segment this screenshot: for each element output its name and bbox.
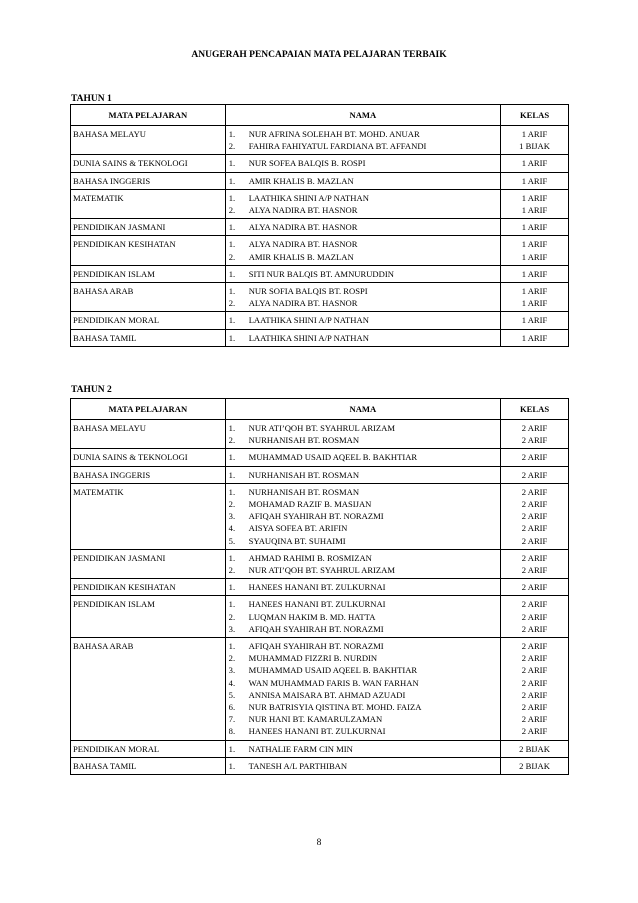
table-row xyxy=(71,757,569,774)
name-entry xyxy=(229,701,497,713)
subject-cell: BAHASA MELAYU xyxy=(71,126,226,155)
student-name: AFIQAH SYAHIRAH BT. NORAZMI xyxy=(248,641,384,652)
class-cell xyxy=(501,757,569,774)
entry-number: 2. xyxy=(228,141,236,152)
subject-cell: PENDIDIKAN JASMANI xyxy=(71,549,226,578)
student-name: NUR AFRINA SOLEHAH BT. MOHD. ANUAR xyxy=(248,129,420,139)
table-row xyxy=(71,483,569,549)
header-class: KELAS xyxy=(501,399,569,420)
award-table-tahun-1 xyxy=(70,104,569,347)
student-class: 2 ARIF xyxy=(521,623,548,634)
names-cell xyxy=(225,596,500,638)
student-class: 1 ARIF xyxy=(521,239,548,250)
class-cell xyxy=(501,483,569,549)
student-class: 2 BIJAK xyxy=(519,760,550,771)
names-cell xyxy=(225,757,500,774)
table-row xyxy=(71,740,569,757)
subject-cell: PENDIDIKAN ISLAM xyxy=(71,265,226,282)
student-class: 1 BIJAK xyxy=(519,141,550,152)
name-entry xyxy=(229,677,497,689)
document-title: ANUGERAH PENCAPAIAN MATA PELAJARAN TERBAIK xyxy=(191,50,447,60)
entry-number: 1. xyxy=(228,129,236,139)
names-cell xyxy=(225,265,500,282)
student-class: 2 ARIF xyxy=(521,469,548,480)
student-name: ALYA NADIRA BT. HASNOR xyxy=(248,239,358,250)
name-entry xyxy=(229,128,497,140)
student-class: 2 ARIF xyxy=(521,599,548,610)
student-name: NURHANISAH BT. ROSMAN xyxy=(248,486,360,497)
subject-cell: PENDIDIKAN MORAL xyxy=(71,740,226,757)
names-cell xyxy=(225,155,500,172)
student-class: 2 ARIF xyxy=(521,677,548,688)
class-cell xyxy=(501,236,569,265)
table-row xyxy=(71,449,569,466)
student-class: 2 ARIF xyxy=(521,452,548,463)
entry-number: 1. xyxy=(228,158,236,169)
name-entry xyxy=(229,204,497,216)
student-class: 1 ARIF xyxy=(521,286,548,297)
subject-cell: BAHASA TAMIL xyxy=(71,757,226,774)
subject-cell: MATEMATIK xyxy=(71,189,226,218)
student-name: ANNISA MAISARA BT. AHMAD AZUADI xyxy=(248,689,406,700)
entry-number: 3. xyxy=(228,511,236,522)
name-entry xyxy=(229,598,497,610)
student-class: 2 ARIF xyxy=(521,565,548,576)
names-cell xyxy=(225,449,500,466)
entry-number: 5. xyxy=(228,535,236,546)
student-name: FAHIRA FAHIYATUL FARDIANA BT. AFFANDI xyxy=(248,141,427,152)
names-cell xyxy=(225,579,500,596)
names-cell xyxy=(225,329,500,346)
class-cell xyxy=(501,449,569,466)
entry-number: 3. xyxy=(228,623,236,634)
entry-number: 1. xyxy=(228,582,236,593)
student-name: MOHAMAD RAZIF B. MASIJAN xyxy=(248,499,372,510)
name-entry xyxy=(229,251,497,263)
table-header-row xyxy=(71,105,569,126)
student-name: AFIQAH SYAHIRAH BT. NORAZMI xyxy=(248,511,384,522)
class-cell xyxy=(501,596,569,638)
name-entry xyxy=(229,564,497,576)
entry-number: 7. xyxy=(228,714,236,725)
name-entry xyxy=(229,157,497,169)
name-entry xyxy=(229,581,497,593)
table-row xyxy=(71,126,569,155)
student-name: LUQMAN HAKIM B. MD. HATTA xyxy=(248,611,376,622)
name-entry xyxy=(229,175,497,187)
name-entry xyxy=(229,652,497,664)
name-entry xyxy=(229,434,497,446)
class-cell xyxy=(501,466,569,483)
student-class: 1 ARIF xyxy=(521,175,548,186)
entry-number: 1. xyxy=(228,486,236,497)
names-cell xyxy=(225,283,500,312)
student-name: NUR BATRISYIA QISTINA BT. MOHD. FAIZA xyxy=(248,702,422,713)
student-name: MUHAMMAD USAID AQEEL B. BAKHTIAR xyxy=(248,452,418,463)
entry-number: 2. xyxy=(228,298,236,309)
student-class: 2 ARIF xyxy=(521,535,548,546)
student-name: WAN MUHAMMAD FARIS B. WAN FARHAN xyxy=(248,677,419,688)
name-entry xyxy=(229,510,497,522)
student-class: 2 ARIF xyxy=(521,582,548,593)
entry-number: 1. xyxy=(228,222,236,233)
table-row xyxy=(71,265,569,282)
student-class: 2 BIJAK xyxy=(519,743,550,754)
entry-number: 1. xyxy=(228,286,236,297)
student-name: ALYA NADIRA BT. HASNOR xyxy=(248,205,358,216)
student-class: 2 ARIF xyxy=(521,665,548,676)
entry-number: 2. xyxy=(228,565,236,576)
table-row xyxy=(71,420,569,449)
student-class: 1 ARIF xyxy=(521,205,548,216)
header-name: NAMA xyxy=(225,105,500,126)
name-entry xyxy=(229,623,497,635)
entry-number: 2. xyxy=(228,251,236,262)
names-cell xyxy=(225,126,500,155)
student-name: TANESH A/L PARTHIBAN xyxy=(248,760,348,771)
entry-number: 8. xyxy=(228,726,236,737)
student-class: 2 ARIF xyxy=(521,486,548,497)
name-entry xyxy=(229,760,497,772)
class-cell xyxy=(501,740,569,757)
subject-cell: DUNIA SAINS & TEKNOLOGI xyxy=(71,155,226,172)
class-cell xyxy=(501,549,569,578)
student-class: 1 ARIF xyxy=(521,158,548,169)
entry-number: 2. xyxy=(228,499,236,510)
student-name: AFIQAH SYAHIRAH BT. NORAZMI xyxy=(248,623,384,634)
subject-cell: BAHASA ARAB xyxy=(71,283,226,312)
class-cell xyxy=(501,312,569,329)
subject-cell: PENDIDIKAN MORAL xyxy=(71,312,226,329)
names-cell xyxy=(225,236,500,265)
student-name: SYAUQINA BT. SUHAIMI xyxy=(248,535,346,546)
student-class: 1 ARIF xyxy=(521,192,548,203)
subject-cell: BAHASA MELAYU xyxy=(71,420,226,449)
entry-number: 5. xyxy=(228,689,236,700)
subject-cell: BAHASA TAMIL xyxy=(71,329,226,346)
student-class: 1 ARIF xyxy=(521,222,548,233)
name-entry xyxy=(229,498,497,510)
entry-number: 1. xyxy=(228,315,236,326)
name-entry xyxy=(229,192,497,204)
entry-number: 1. xyxy=(228,239,236,250)
table-row xyxy=(71,172,569,189)
entry-number: 1. xyxy=(228,743,236,754)
subject-cell: PENDIDIKAN KESIHATAN xyxy=(71,579,226,596)
entry-number: 2. xyxy=(228,435,236,446)
student-class: 2 ARIF xyxy=(521,552,548,563)
student-name: HANEES HANANI BT. ZULKURNAI xyxy=(248,726,386,737)
header-subject: MATA PELAJARAN xyxy=(71,399,226,420)
student-class: 2 ARIF xyxy=(521,653,548,664)
entry-number: 1. xyxy=(228,175,236,186)
student-name: SITI NUR BALQIS BT. AMNURUDDIN xyxy=(248,268,394,279)
student-name: MUHAMMAD USAID AQEEL B. BAKHTIAR xyxy=(248,665,418,676)
student-name: MUHAMMAD FIZZRI B. NURDIN xyxy=(248,653,378,664)
class-cell xyxy=(501,329,569,346)
name-entry xyxy=(229,713,497,725)
entry-number: 1. xyxy=(228,599,236,610)
student-class: 2 ARIF xyxy=(521,511,548,522)
name-entry xyxy=(229,689,497,701)
table-row xyxy=(71,219,569,236)
names-cell xyxy=(225,638,500,741)
name-entry xyxy=(229,140,497,152)
table-row xyxy=(71,638,569,741)
entry-number: 1. xyxy=(228,552,236,563)
name-entry xyxy=(229,486,497,498)
table-row xyxy=(71,283,569,312)
names-cell xyxy=(225,420,500,449)
subject-cell: PENDIDIKAN ISLAM xyxy=(71,596,226,638)
entry-number: 2. xyxy=(228,205,236,216)
class-cell xyxy=(501,219,569,236)
student-class: 2 ARIF xyxy=(521,523,548,534)
name-entry xyxy=(229,297,497,309)
student-class: 1 ARIF xyxy=(521,332,548,343)
student-class: 2 ARIF xyxy=(521,702,548,713)
student-class: 2 ARIF xyxy=(521,714,548,725)
student-name: AMIR KHALIS B. MAZLAN xyxy=(248,251,354,262)
table-row xyxy=(71,579,569,596)
student-class: 2 ARIF xyxy=(521,423,548,433)
subject-cell: DUNIA SAINS & TEKNOLOGI xyxy=(71,449,226,466)
student-name: AMIR KHALIS B. MAZLAN xyxy=(248,175,354,186)
student-name: AISYA SOFEA BT. ARIFIN xyxy=(248,523,348,534)
name-entry xyxy=(229,664,497,676)
subject-cell: MATEMATIK xyxy=(71,483,226,549)
entry-number: 1. xyxy=(228,192,236,203)
name-entry xyxy=(229,522,497,534)
names-cell xyxy=(225,740,500,757)
name-entry xyxy=(229,422,497,434)
award-table-tahun-2 xyxy=(70,398,569,775)
table-row xyxy=(71,155,569,172)
table-row xyxy=(71,596,569,638)
student-class: 1 ARIF xyxy=(521,298,548,309)
entry-number: 1. xyxy=(228,332,236,343)
names-cell xyxy=(225,219,500,236)
name-entry xyxy=(229,332,497,344)
table-row xyxy=(71,549,569,578)
name-entry xyxy=(229,285,497,297)
names-cell xyxy=(225,189,500,218)
class-cell xyxy=(501,172,569,189)
header-name: NAMA xyxy=(225,399,500,420)
subject-cell: BAHASA ARAB xyxy=(71,638,226,741)
class-cell xyxy=(501,155,569,172)
entry-number: 2. xyxy=(228,611,236,622)
names-cell xyxy=(225,172,500,189)
name-entry xyxy=(229,268,497,280)
student-class: 2 ARIF xyxy=(521,435,548,446)
student-name: ALYA NADIRA BT. HASNOR xyxy=(248,222,358,233)
student-name: AHMAD RAHIMI B. ROSMIZAN xyxy=(248,552,372,563)
student-class: 1 ARIF xyxy=(521,315,548,326)
entry-number: 6. xyxy=(228,702,236,713)
header-subject: MATA PELAJARAN xyxy=(71,105,226,126)
student-class: 2 ARIF xyxy=(521,641,548,652)
student-name: NUR ATI’QOH BT. SYAHRUL ARIZAM xyxy=(248,565,396,576)
student-name: HANEES HANANI BT. ZULKURNAI xyxy=(248,599,386,610)
names-cell xyxy=(225,549,500,578)
entry-number: 2. xyxy=(228,653,236,664)
student-class: 1 ARIF xyxy=(521,251,548,262)
names-cell xyxy=(225,312,500,329)
entry-number: 1. xyxy=(228,423,236,433)
entry-number: 1. xyxy=(228,452,236,463)
table-row xyxy=(71,329,569,346)
student-class: 1 ARIF xyxy=(521,129,548,139)
subject-cell: BAHASA INGGERIS xyxy=(71,172,226,189)
class-cell xyxy=(501,283,569,312)
header-class: KELAS xyxy=(501,105,569,126)
name-entry xyxy=(229,552,497,564)
section-label-tahun-2: TAHUN 2 xyxy=(71,385,112,395)
name-entry xyxy=(229,314,497,326)
page-number: 8 xyxy=(316,838,322,848)
table-header-row xyxy=(71,399,569,420)
names-cell xyxy=(225,483,500,549)
class-cell xyxy=(501,579,569,596)
student-name: LAATHIKA SHINI A/P NATHAN xyxy=(248,192,369,203)
entry-number: 4. xyxy=(228,677,236,688)
name-entry xyxy=(229,640,497,652)
student-name: NATHALIE FARM CIN MIN xyxy=(248,743,353,754)
table-row xyxy=(71,189,569,218)
student-class: 2 ARIF xyxy=(521,726,548,737)
student-name: ALYA NADIRA BT. HASNOR xyxy=(248,298,358,309)
section-label-tahun-1: TAHUN 1 xyxy=(71,94,112,104)
subject-cell: BAHASA INGGERIS xyxy=(71,466,226,483)
names-cell xyxy=(225,466,500,483)
table-row xyxy=(71,466,569,483)
student-class: 2 ARIF xyxy=(521,611,548,622)
name-entry xyxy=(229,221,497,233)
student-name: NUR HANI BT. KAMARULZAMAN xyxy=(248,714,383,725)
student-class: 1 ARIF xyxy=(521,268,548,279)
entry-number: 4. xyxy=(228,523,236,534)
class-cell xyxy=(501,189,569,218)
name-entry xyxy=(229,725,497,737)
student-class: 2 ARIF xyxy=(521,689,548,700)
student-name: HANEES HANANI BT. ZULKURNAI xyxy=(248,582,386,593)
entry-number: 1. xyxy=(228,760,236,771)
subject-cell: PENDIDIKAN JASMANI xyxy=(71,219,226,236)
name-entry xyxy=(229,535,497,547)
table-row xyxy=(71,312,569,329)
table-row xyxy=(71,236,569,265)
student-name: NUR SOFEA BALQIS B. ROSPI xyxy=(248,158,366,169)
class-cell xyxy=(501,638,569,741)
student-name: NUR ATI’QOH BT. SYAHRUL ARIZAM xyxy=(248,423,396,433)
student-name: NUR SOFIA BALQIS BT. ROSPI xyxy=(248,286,368,297)
name-entry xyxy=(229,743,497,755)
entry-number: 1. xyxy=(228,469,236,480)
student-name: NURHANISAH BT. ROSMAN xyxy=(248,469,360,480)
entry-number: 1. xyxy=(228,641,236,652)
name-entry xyxy=(229,238,497,250)
student-class: 2 ARIF xyxy=(521,499,548,510)
student-name: LAATHIKA SHINI A/P NATHAN xyxy=(248,332,369,343)
class-cell xyxy=(501,420,569,449)
student-name: LAATHIKA SHINI A/P NATHAN xyxy=(248,315,369,326)
name-entry xyxy=(229,469,497,481)
name-entry xyxy=(229,451,497,463)
class-cell xyxy=(501,265,569,282)
name-entry xyxy=(229,611,497,623)
entry-number: 3. xyxy=(228,665,236,676)
class-cell xyxy=(501,126,569,155)
subject-cell: PENDIDIKAN KESIHATAN xyxy=(71,236,226,265)
student-name: NURHANISAH BT. ROSMAN xyxy=(248,435,360,446)
entry-number: 1. xyxy=(228,268,236,279)
